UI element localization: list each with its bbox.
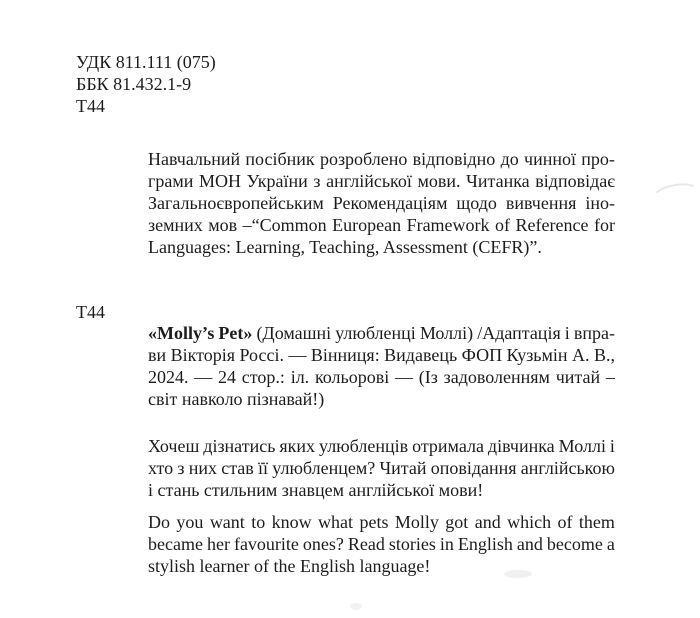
word: — [288, 345, 307, 365]
word: — [395, 367, 413, 387]
word: and [474, 512, 501, 532]
classification-codes [76, 51, 216, 117]
word: 2024. [148, 367, 189, 387]
bibliographic-entry-paragraph [148, 322, 615, 410]
word: В., [593, 345, 615, 365]
word: мов [208, 215, 238, 235]
word: to [251, 512, 266, 532]
word: Хочеш [148, 436, 200, 456]
word: отримала [412, 436, 484, 456]
word: вивчення [505, 193, 577, 213]
author-sign-margin-code: Т44 [76, 302, 105, 322]
word: ви [148, 345, 167, 365]
word: Кузьмін [506, 345, 568, 365]
word: became [148, 534, 203, 554]
word: стор.: [241, 367, 285, 387]
bbk-code: ББК 81.432.1-9 [76, 74, 192, 94]
word: (Із [418, 367, 438, 387]
word: 24 [218, 367, 237, 387]
word: з [177, 458, 185, 478]
word: і [564, 323, 570, 343]
text-line [148, 511, 615, 533]
text-line [148, 214, 615, 236]
text-line [148, 479, 615, 501]
word: з [313, 171, 321, 191]
text: stylish learner of the English language! [148, 556, 431, 576]
word: яких [279, 436, 316, 456]
text: світ навколо пізнавай!) [148, 389, 325, 409]
word: them [578, 512, 615, 532]
word: щодо [456, 193, 497, 213]
word: України [246, 171, 308, 191]
word: Вінниця: [310, 345, 380, 365]
word: – [605, 367, 615, 387]
word: А. [572, 345, 590, 365]
word: Рекомендаціям [332, 193, 448, 213]
text-line [148, 555, 615, 577]
word: розроблено [319, 149, 408, 169]
text-line [148, 366, 615, 388]
word: got [445, 512, 469, 532]
word: іл. [290, 367, 310, 387]
text-line [148, 435, 615, 457]
word: — [194, 367, 213, 387]
word: Do [148, 512, 170, 532]
word: what [318, 512, 354, 532]
word: став [221, 458, 254, 478]
word: Читай [379, 458, 427, 478]
word: улюбленці [335, 323, 416, 343]
word: ФОП [461, 345, 503, 365]
word: оповідання [430, 458, 517, 478]
word: Моллі [558, 436, 606, 456]
word: Загальноєвропейським [148, 193, 324, 213]
bold-word: «Molly’s [148, 323, 215, 343]
author-sign-code: Т44 [76, 96, 105, 116]
scan-artifact [504, 570, 532, 578]
word: favourite [233, 534, 299, 554]
word: улюбленців [319, 436, 409, 456]
word: a [606, 534, 615, 554]
word: want [209, 512, 245, 532]
word: Россі. [239, 345, 284, 365]
text-line [148, 388, 615, 410]
bold-word: Pet» [218, 323, 253, 343]
udk-code: УДК 811.111 (075) [76, 52, 216, 72]
word: читай [555, 367, 601, 387]
word: Molly [394, 512, 439, 532]
teaser-paragraph-ua [148, 435, 615, 501]
scan-artifact [650, 180, 700, 210]
text-line [148, 344, 615, 366]
word: –“Common [242, 215, 327, 235]
word: Framework [406, 215, 490, 235]
word: і [609, 436, 615, 456]
teaser-paragraph-en [148, 511, 615, 577]
word: Моллі) [419, 323, 474, 343]
word: задоволенням [443, 367, 550, 387]
word: відповідно [412, 149, 496, 169]
word: англійською [520, 458, 615, 478]
word: (Домашні [256, 323, 332, 343]
text-line [148, 533, 615, 555]
word: pets [359, 512, 389, 532]
word: чинної [524, 149, 576, 169]
word: хто [148, 458, 174, 478]
word: know [271, 512, 312, 532]
word: you [176, 512, 204, 532]
text-line [148, 170, 615, 192]
word: до [500, 149, 519, 169]
text: і стань стильним знавцем англійської мови! [148, 480, 484, 500]
text-line [148, 192, 615, 214]
word: про- [581, 149, 615, 169]
word: of [557, 512, 573, 532]
word: посібник [245, 149, 315, 169]
text-line [148, 236, 615, 258]
word: and [516, 534, 543, 554]
word: /Адаптація [477, 323, 561, 343]
word: дівчинка [487, 436, 555, 456]
scan-artifact [350, 603, 362, 610]
word: her [206, 534, 230, 554]
word: грами [148, 171, 194, 191]
word: земних [148, 215, 203, 235]
word: Вікторія [170, 345, 236, 365]
word: відповідає [535, 171, 615, 191]
word: них [188, 458, 218, 478]
word: ones? [302, 534, 344, 554]
word: англійської [326, 171, 412, 191]
word: Навчальний [148, 149, 241, 169]
word: улюбленцем? [272, 458, 376, 478]
word: in [439, 534, 454, 554]
annotation-paragraph-ua [148, 148, 615, 258]
word: Читанка [466, 171, 530, 191]
word: become [546, 534, 603, 554]
word: which [507, 512, 552, 532]
word: її [258, 458, 269, 478]
text-line [148, 457, 615, 479]
text-line [148, 148, 615, 170]
word: МОН [199, 171, 242, 191]
word: іно- [585, 193, 615, 213]
word: of [495, 215, 511, 235]
word: впра- [573, 323, 615, 343]
word: дізнатись [203, 436, 276, 456]
word: Видавець [384, 345, 458, 365]
text: Languages: Learning, Teaching, Assessment (CEFR)”. [148, 237, 542, 257]
word: for [593, 215, 615, 235]
word: Read [347, 534, 385, 554]
word: European [332, 215, 402, 235]
text-line [148, 322, 615, 344]
word: Reference [515, 215, 589, 235]
word: English [457, 534, 513, 554]
word: stories [388, 534, 436, 554]
word: мови. [417, 171, 461, 191]
word: кольорові [314, 367, 390, 387]
